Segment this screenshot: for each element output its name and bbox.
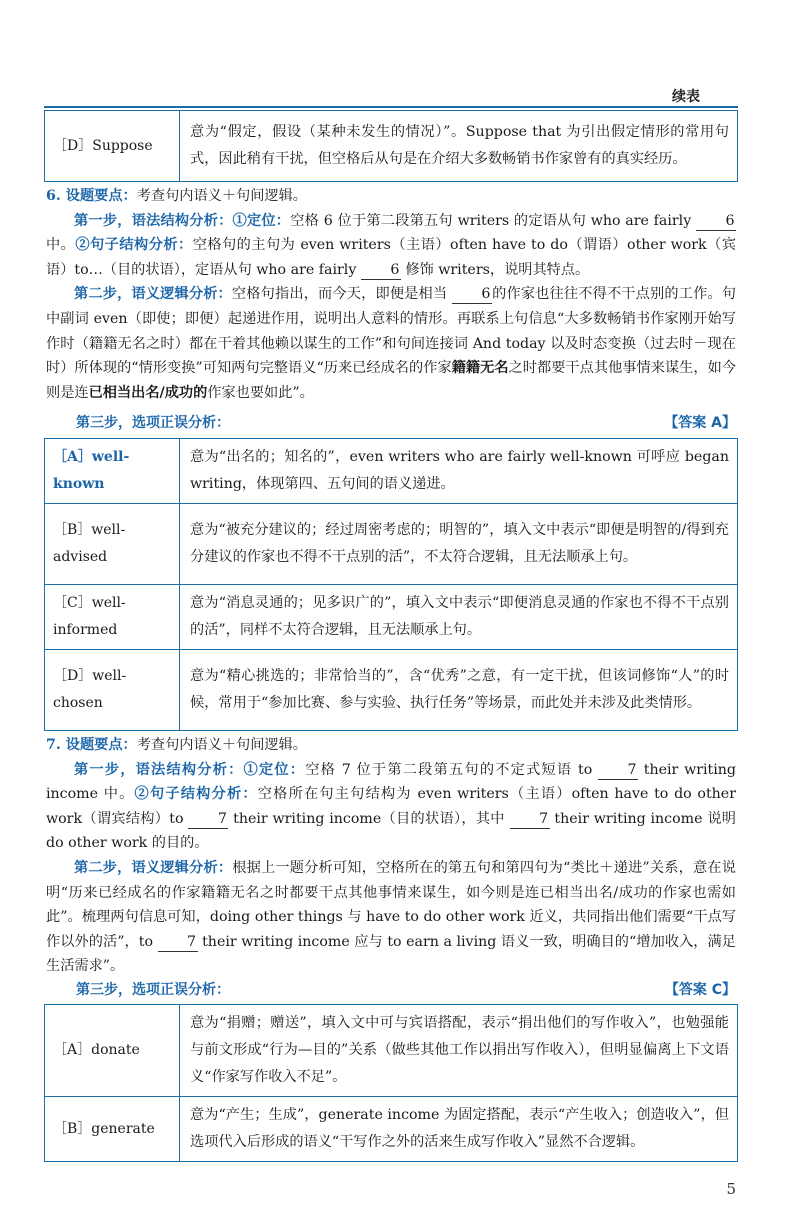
q7-step2-text: 根据上一题分析可知，空格所在的第五句和第四句为“类比＋递进”关系，意在说明“历来已经成名的作家籍籍无名之时都要干点其他事情来谋生，如今则是连已相当出名/成功的作家也需如此”。梳理两句信息可知，doing other things 与 have to do other work 近义，共同指出他们需要“干点写作以外的活”，to bbox=[46, 859, 736, 950]
page-number: 5 bbox=[726, 1180, 736, 1198]
table-row bbox=[45, 111, 738, 182]
table-row bbox=[45, 650, 738, 731]
table-row bbox=[45, 439, 738, 504]
blank-7: 7 bbox=[598, 761, 638, 780]
q6-title-rest: 考查句内语义＋句间逻辑。 bbox=[136, 188, 307, 204]
q7-title-rest: 考查句内语义＋句间逻辑。 bbox=[136, 737, 307, 753]
blank-7: 7 bbox=[188, 810, 228, 829]
table-row bbox=[45, 585, 738, 650]
q6-step2-text: 的作家也往往不得不干点别的工作。句中副词 even（即使；即便）起递进作用，说明出人意料的情形。再联系上句信息“大多数畅销书作家刚开始写作时（籍籍无名之时）都在干着其他赖以谋生的工作”和句间连接词 And today 以及时态变换（过去时－现在时）所体现的“情形变换”可知两句完整语义“历来已经成名的作家 bbox=[46, 286, 736, 377]
q7-step1-label: 第一步，语法结构分析： bbox=[74, 761, 244, 778]
option-explanation: 意为“出名的；知名的”，even writers who are fairly well-known 可呼应 began writing，体现第四、五句间的语义递进。 bbox=[180, 439, 738, 504]
option-explanation: 意为“捐赠；赠送”，填入文中可与宾语搭配，表示“捐出他们的写作收入”，也勉强能与前文形成“行为—目的”关系（做些其他工作以捐出写作收入），但明显偏离上下文语义“作家写作收入不足”。 bbox=[180, 1005, 738, 1097]
option-table-q7 bbox=[44, 1004, 738, 1162]
q6-step3-label: 第三步，选项正误分析： bbox=[76, 415, 230, 431]
blank-7: 7 bbox=[510, 810, 550, 829]
q6-step1-text: 中。 bbox=[46, 237, 76, 254]
table-row bbox=[45, 1005, 738, 1097]
q7-analysis bbox=[46, 733, 736, 979]
q6-step2-text: 之时都要干点其他事情来谋生，如今则是连 bbox=[46, 360, 736, 401]
q7-step1-text: their writing income 中。 bbox=[46, 761, 736, 803]
option-explanation: 意为“被充分建议的；经过周密考虑的；明智的”，填入文中表示“即便是明智的/得到充分建议的作家也不得不干点别的活”，不太符合逻辑，且无法顺承上句。 bbox=[180, 504, 738, 585]
option-label: ［A］donate bbox=[45, 1005, 180, 1097]
q7-step2-text: their writing income 应与 to earn a living 语义一致，明确目的“增加收入，满足生活需求”。 bbox=[46, 933, 736, 975]
option-label: ［B］well-advised bbox=[45, 504, 180, 585]
q6-step2-text: 空格句指出，而今天，即便是相当 bbox=[231, 286, 448, 303]
q6-step1-label: 第一步，语法结构分析： bbox=[74, 212, 233, 229]
q7-title: 7. 设题要点： bbox=[46, 737, 137, 753]
option-label: ［D］Suppose bbox=[45, 111, 180, 182]
q6-step1-text: 修饰 writers，说明其特点。 bbox=[405, 261, 590, 278]
option-label: ［A］well-known bbox=[53, 449, 130, 492]
q7-step3-label: 第三步，选项正误分析： bbox=[76, 982, 230, 998]
q6-step1-text: 空格 6 位于第二段第五句 writers 的定语从句 who are fairly bbox=[290, 212, 692, 229]
q7-step1-text: their writing income（目的状语），其中 bbox=[233, 810, 505, 827]
q6-answer: 【答案 A】 bbox=[664, 415, 736, 431]
option-label: ［B］generate bbox=[45, 1097, 180, 1162]
q6-title: 6. 设题要点： bbox=[46, 188, 137, 204]
table-row bbox=[45, 1097, 738, 1162]
option-explanation: 意为“假定，假设（某种未发生的情况）”。Suppose that 为引出假定情形的常用句式，因此稍有干扰，但空格后从句是在介绍大多数畅销书作家曾有的真实经历。 bbox=[180, 111, 738, 182]
option-explanation: 意为“消息灵通的；见多识广的”，填入文中表示“即便消息灵通的作家也不得不干点别的活”，同样不太符合逻辑，且无法顺承上句。 bbox=[180, 585, 738, 650]
option-label: ［C］well-informed bbox=[45, 585, 180, 650]
q7-step1-text: their writing income 说明 do other work 的目的。 bbox=[46, 810, 736, 852]
option-label: ［D］well-chosen bbox=[45, 650, 180, 731]
q6-emphasis: 籍籍无名 bbox=[451, 360, 509, 377]
q7-locate-label: ①定位： bbox=[243, 761, 306, 778]
option-explanation: 意为“产生；生成”，generate income 为固定搭配，表示“产生收入；创造收入”，但选项代入后形成的语义“干写作之外的活来生成写作收入”显然不合逻辑。 bbox=[180, 1097, 738, 1162]
continued-label: 续表 bbox=[672, 89, 700, 105]
q6-analysis bbox=[46, 184, 736, 405]
q6-step2-text: 作家也要如此”。 bbox=[207, 384, 314, 401]
q6-locate-label: ①定位： bbox=[232, 212, 291, 229]
option-table-continued bbox=[44, 110, 738, 182]
top-rule bbox=[44, 106, 738, 108]
blank-6: 6 bbox=[696, 212, 736, 231]
table-row bbox=[45, 504, 738, 585]
q7-step1-text: 空格所在句主句结构为 even writers（主语）often have to do other work（谓宾结构）to bbox=[46, 786, 736, 827]
option-explanation: 意为“精心挑选的；非常恰当的”，含“优秀”之意，有一定干扰，但该词修饰“人”的时候，常用于“参加比赛、参与实验、执行任务”等场景，而此处并未涉及此类情形。 bbox=[180, 650, 738, 731]
q7-step2-label: 第二步，语义逻辑分析： bbox=[74, 859, 233, 876]
q7-answer: 【答案 C】 bbox=[664, 982, 736, 998]
q6-structure-label: ②句子结构分析： bbox=[75, 237, 193, 254]
blank-6: 6 bbox=[452, 285, 492, 304]
option-table-q6 bbox=[44, 438, 738, 731]
q6-step3-row bbox=[76, 412, 736, 432]
q7-step1-text: 空格 7 位于第二段第五句的不定式短语 to bbox=[305, 761, 593, 778]
blank-6: 6 bbox=[361, 261, 401, 280]
q7-step3-row bbox=[76, 979, 736, 999]
q6-step2-label: 第二步，语义逻辑分析： bbox=[74, 286, 232, 303]
q6-step1-text: 空格句的主句为 even writers（主语）often have to do（谓语）other work（宾语）to…（目的状语），定语从句 who are fairly bbox=[46, 237, 736, 278]
q7-structure-label: ②句子结构分析： bbox=[134, 786, 258, 803]
q6-emphasis: 已相当出名/成功的 bbox=[88, 384, 208, 401]
blank-7: 7 bbox=[158, 933, 198, 952]
